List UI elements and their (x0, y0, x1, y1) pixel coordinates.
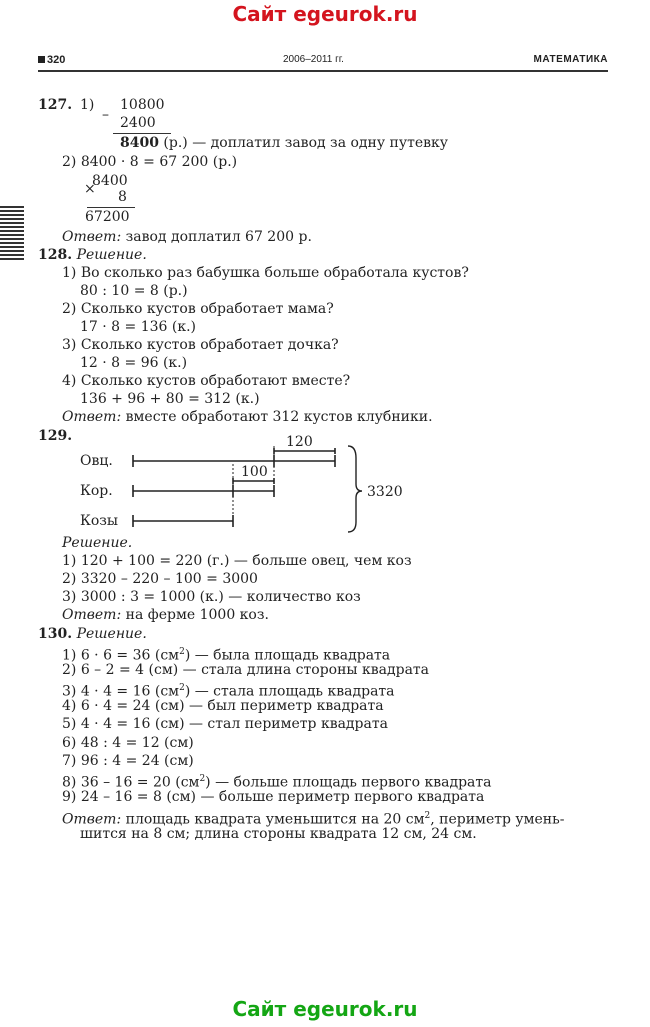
p129-step-1: 1) 120 + 100 = 220 (г.) — больше овец, чем коз (62, 553, 412, 569)
page-number (38, 54, 65, 66)
p130-step-6: 6) 48 : 4 = 12 (см) (62, 735, 194, 751)
minus-sign: – (102, 107, 109, 123)
label-cows: Кор. (80, 483, 113, 499)
site-watermark-top: Сайт egeurok.ru (232, 2, 418, 26)
label-goats: Козы (80, 513, 119, 529)
p128-question-3: 3) Сколько кустов обработает дочка? (62, 337, 339, 353)
p130-step-1-a: 1) 6 · 6 = 36 (см (62, 647, 180, 664)
p130-step-4: 4) 6 · 4 = 24 (см) — был периметр квадрата (62, 698, 384, 714)
segment-diagram (80, 434, 410, 534)
p127-mult-b: 8 (118, 189, 127, 205)
p127-mult-result: 67200 (85, 209, 130, 225)
p127-step2: 2) 8400 · 8 = 67 200 (р.) (62, 154, 238, 170)
problem-130-heading (38, 626, 147, 642)
p128-answer-1: 80 : 10 = 8 (р.) (80, 283, 188, 299)
answer-label: Ответ: (62, 607, 122, 623)
p127-step1-label: 1) (80, 97, 95, 113)
page-number-text: 320 (47, 54, 66, 66)
p129-answer (62, 607, 269, 623)
p127-sub-line (113, 133, 171, 134)
p130-step-3-c: ) — стала площадь квадрата (184, 683, 395, 700)
p128-answer-4: 136 + 96 + 80 = 312 (к.) (80, 391, 260, 407)
p128-answer-2: 17 · 8 = 136 (к.) (80, 319, 196, 335)
problem-128-heading (38, 247, 147, 263)
problem-128-number: 128. (38, 247, 73, 263)
solution-label: Решение. (76, 247, 147, 263)
header-divider (38, 70, 608, 72)
solution-label: Решение. (76, 626, 147, 642)
p128-question-2: 2) Сколько кустов обработает мама? (62, 301, 334, 317)
p127-difference (120, 135, 448, 151)
problem-129-number: 129. (38, 428, 73, 444)
p127-minuend: 10800 (120, 97, 165, 113)
p127-mult-a: 8400 (92, 173, 128, 189)
site-watermark-bottom: Сайт egeurok.ru (232, 997, 418, 1021)
p129-solution-label: Решение. (62, 535, 133, 551)
p129-answer-text: на ферме 1000 коз. (125, 607, 269, 623)
p130-step-9: 9) 24 – 16 = 8 (см) — больше периметр первого квадрата (62, 789, 485, 805)
p130-step-2: 2) 6 – 2 = 4 (см) — стала длина стороны квадрата (62, 662, 430, 678)
p128-answer (62, 409, 433, 425)
p130-answer-line-2: шится на 8 см; длина стороны квадрата 12 см, 24 см. (80, 826, 477, 842)
p130-step-1-sup: 2 (179, 647, 185, 657)
p130-step-3-sup: 2 (179, 683, 185, 693)
p127-subtrahend: 2400 (120, 115, 156, 131)
p127-answer-text: завод доплатил 67 200 р. (125, 229, 312, 245)
p130-answer-text-c: , периметр умень- (430, 811, 565, 828)
segment-100-label: 100 (241, 464, 268, 480)
total-label: 3320 (367, 484, 403, 500)
segment-120-label: 120 (286, 434, 313, 450)
answer-label: Ответ: (62, 811, 122, 828)
problem-127-number: 127. (38, 97, 73, 113)
p128-answer-3: 12 · 8 = 96 (к.) (80, 355, 188, 371)
p130-step-8-a: 8) 36 – 16 = 20 (см (62, 774, 200, 791)
p130-step-8-c: ) — больше площадь первого квадрата (205, 774, 492, 791)
p130-step-8-sup: 2 (199, 774, 206, 784)
subject-title: МАТЕМАТИКА (533, 54, 608, 65)
p130-step-7: 7) 96 : 4 = 24 (см) (62, 753, 194, 769)
p129-step-2: 2) 3320 – 220 – 100 = 3000 (62, 571, 258, 587)
p130-step-1-c: ) — была площадь квадрата (184, 647, 391, 664)
p127-diff-text: (р.) — доплатил завод за одну путевку (163, 135, 449, 151)
p130-answer-sup: 2 (424, 811, 431, 821)
p130-step-3-a: 3) 4 · 4 = 16 (см (62, 683, 180, 700)
p127-answer (62, 229, 312, 245)
total-brace (348, 446, 362, 532)
p130-step-1 (62, 644, 390, 664)
square-marker-icon (38, 56, 45, 63)
p128-question-4: 4) Сколько кустов обработают вместе? (62, 373, 351, 389)
p127-mult-line (87, 207, 135, 208)
side-edge-marker (0, 206, 24, 262)
p127-diff-value: 8400 (120, 135, 159, 151)
page-header (38, 54, 608, 68)
p128-question-1: 1) Во сколько раз бабушка больше обработала кустов? (62, 265, 469, 281)
p128-answer-text: вместе обработают 312 кустов клубники. (125, 409, 433, 425)
years-range: 2006–2011 гг. (283, 54, 344, 65)
p130-step-5: 5) 4 · 4 = 16 (см) — стал периметр квадрата (62, 716, 388, 732)
problem-130-number: 130. (38, 626, 73, 642)
p130-step-8 (62, 771, 491, 791)
answer-label: Ответ: (62, 409, 122, 425)
p129-step-3: 3) 3000 : 3 = 1000 (к.) — количество коз (62, 589, 361, 605)
times-sign: × (84, 181, 96, 197)
p130-step-3 (62, 680, 395, 700)
label-sheep: Овц. (80, 453, 113, 469)
p130-answer-text-a: площадь квадрата уменьшится на 20 см (125, 811, 425, 828)
p130-answer-line-1 (62, 808, 565, 828)
answer-label: Ответ: (62, 229, 122, 245)
